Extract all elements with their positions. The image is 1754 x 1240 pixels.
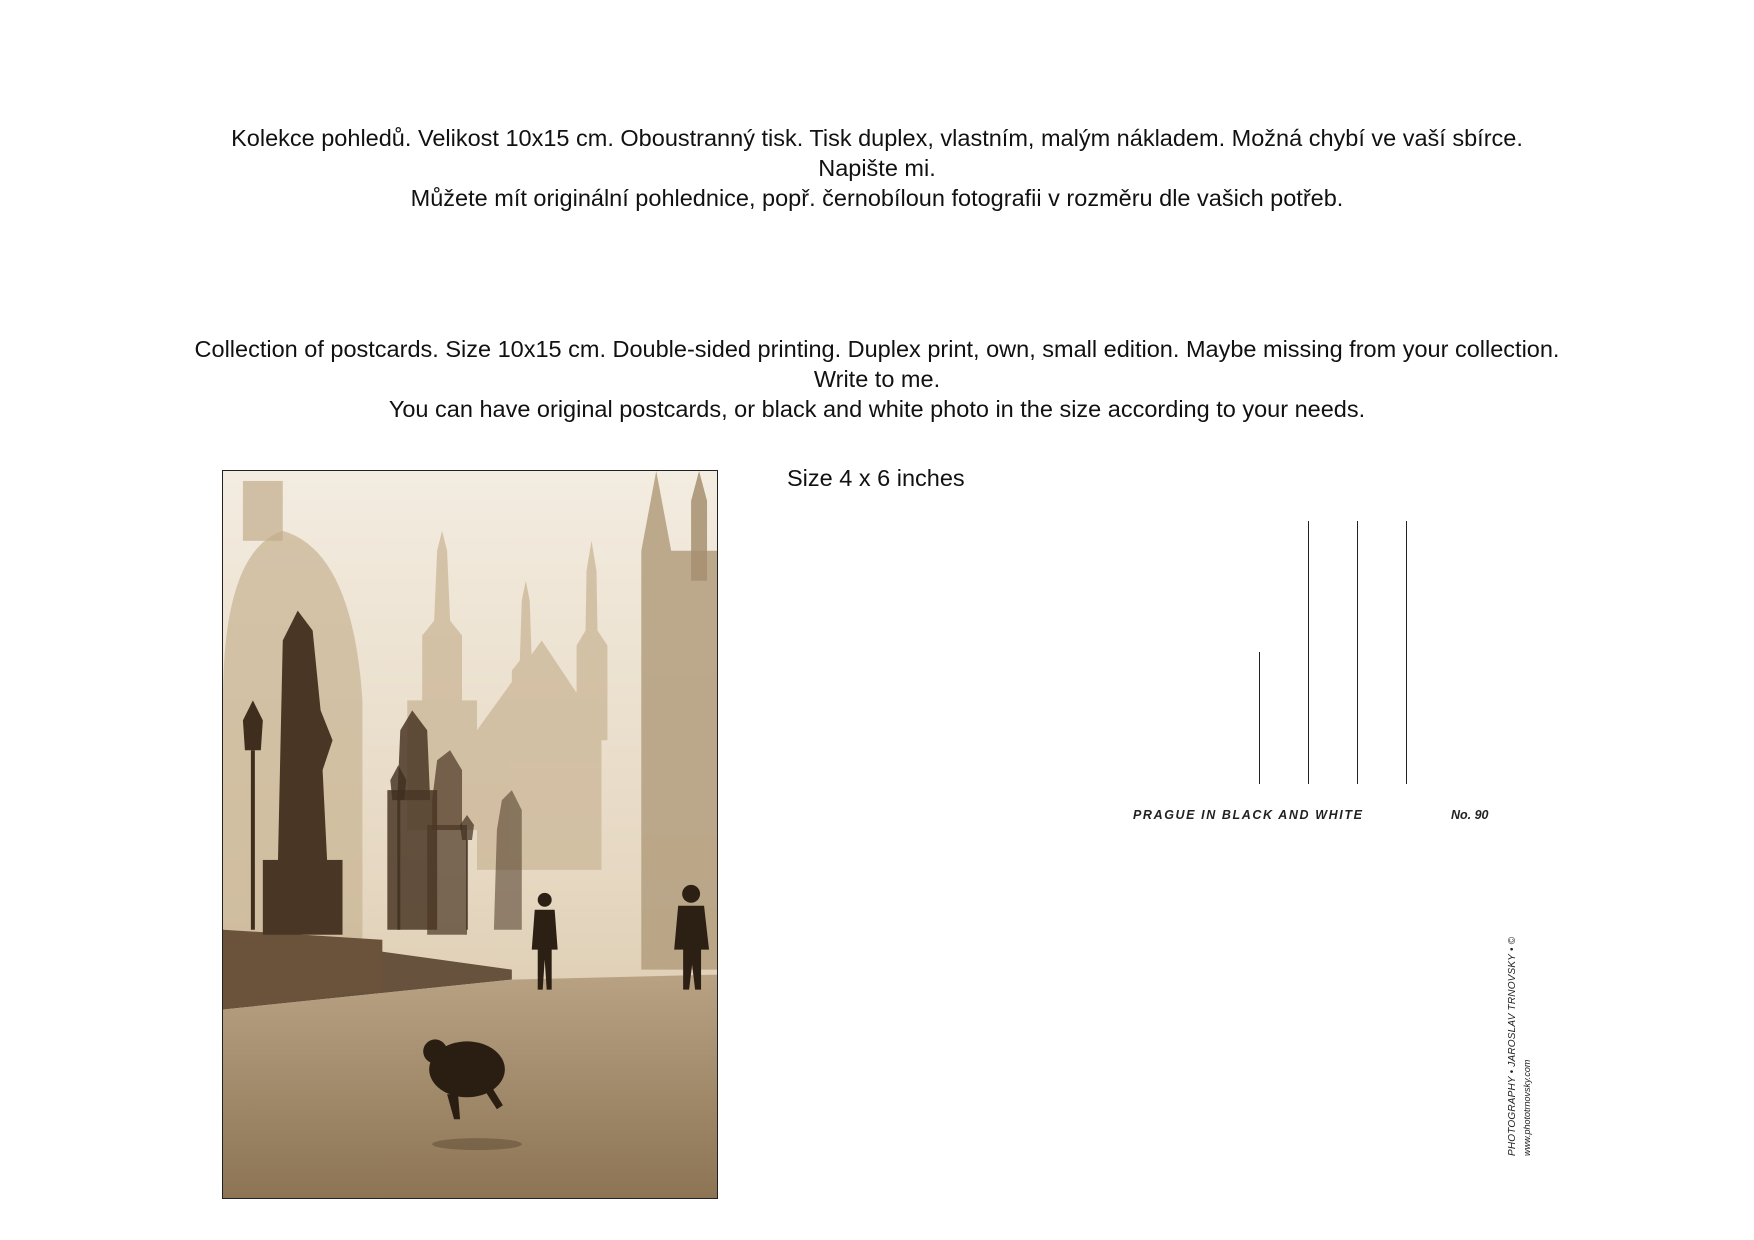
- address-line: [1406, 521, 1407, 784]
- sepia-photo-icon: [223, 471, 717, 1198]
- english-description: [0, 334, 1754, 424]
- czech-description: [0, 123, 1754, 213]
- card-number: No. 90: [1451, 808, 1489, 822]
- photographer-credit: PHOTOGRAPHY • JAROSLAV TRNOVSKY • ©: [1507, 936, 1518, 1156]
- czech-line-3: Můžete mít originální pohlednice, popř. černobíloun fotografii v rozměru dle vašich potřeb.: [410, 185, 1344, 211]
- address-line: [1357, 521, 1358, 784]
- english-line-1: Collection of postcards. Size 10x15 cm. Double-sided printing. Duplex print, own, small edition. Maybe missing from your collection.: [194, 336, 1560, 362]
- website: www.phototrnovsky.com: [1522, 1059, 1532, 1156]
- english-line-2: Write to me.: [813, 366, 941, 392]
- stamp-area-line: [1259, 652, 1260, 784]
- english-line-3: You can have original postcards, or black and white photo in the size according to your needs.: [388, 396, 1366, 422]
- series-title: PRAGUE IN BLACK AND WHITE: [1133, 808, 1364, 822]
- address-line: [1308, 521, 1309, 784]
- czech-line-1: Kolekce pohledů. Velikost 10x15 cm. Oboustranný tisk. Tisk duplex, vlastním, malým nákladem. Možná chybí ve vaší sbírce.: [231, 125, 1523, 151]
- size-label: Size 4 x 6 inches: [787, 465, 965, 491]
- postcard-photo: [222, 470, 718, 1199]
- czech-line-2: Napište mi.: [818, 155, 936, 181]
